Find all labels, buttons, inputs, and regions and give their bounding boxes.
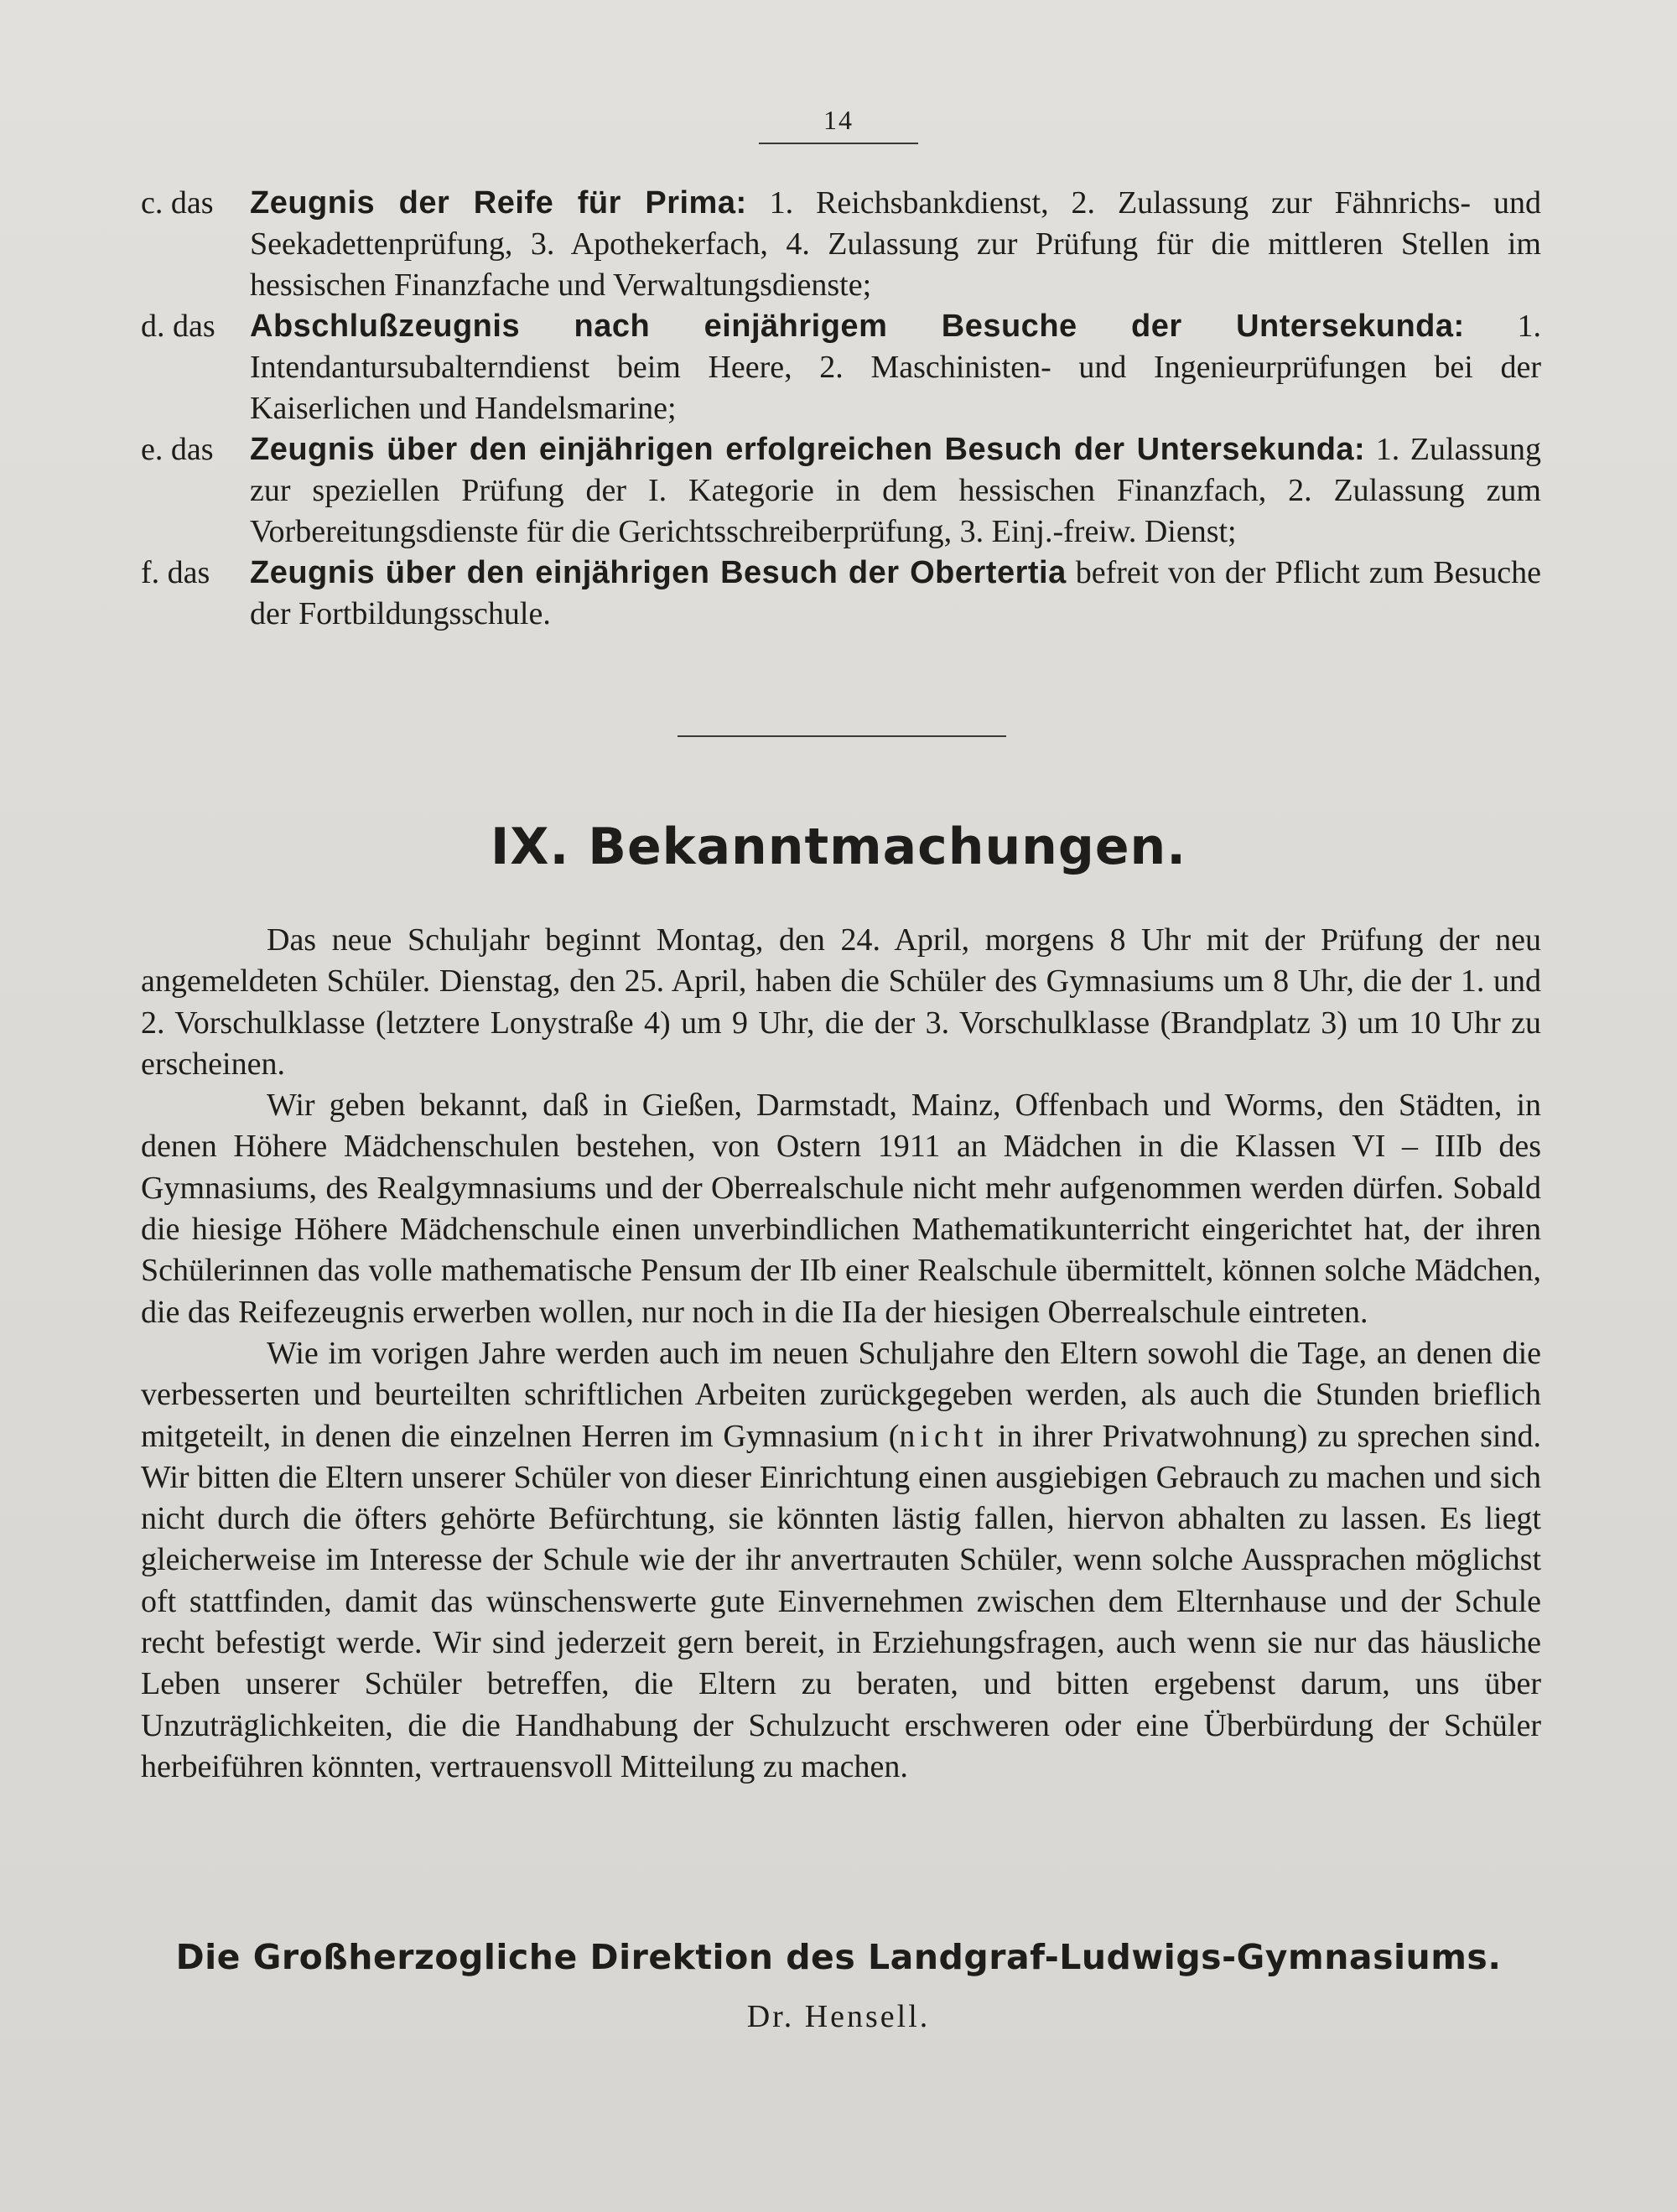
paragraph-school-start: Das neue Schuljahr beginnt Montag, den 24. April, morgens 8 Uhr mit der Prüfung der neu angemeldeten Schüler. Dienstag, den 25. April, haben die Schüler des Gymnasiums um 8 Uhr, die der 1. und 2. Vorschulklasse (letztere Lonystraße 4) um 9 Uhr, die der 3. Vorschulklasse (Brandplatz 3) um 10 Uhr zu erscheinen. — [141, 922, 1541, 1082]
paragraph-text: Wie im vorigen Jahre werden auch im neuen Schuljahre den Eltern sowohl die Tage, an denen die verbesserten und beurteilten schriftlichen Arbeiten zurückgegeben werden, als auch die Stunden brieflich mitgeteilt, in denen die einzelnen Herren im Gymnasium ( — [141, 1335, 1541, 1454]
section-divider — [678, 735, 1006, 737]
list-item-text: 1. Zulassung zur speziellen Prüfung der I. Kategorie in dem hessischen Finanzfach, 2. Zulassung zum Vorbereitungsdienste für die Gerichtsschreiberprüfung, 3. Einj.-freiw. Dienst; — [250, 432, 1542, 549]
list-item — [141, 553, 1541, 635]
section-heading: IX. Bekanntmachungen. — [490, 818, 1187, 876]
list-item-marker: d. das — [141, 309, 215, 344]
list-item — [141, 306, 1541, 429]
list-item-title: Zeugnis über den einjährigen erfolgreichen Besuch der Untersekunda: — [250, 432, 1366, 467]
list-item-text: befreit von der Pflicht zum Besuche der Fortbildungsschule. — [250, 555, 1541, 631]
list-item-marker: c. das — [141, 185, 214, 221]
list-item-marker: f. das — [141, 555, 210, 590]
paragraph-parent-contact — [141, 1333, 1541, 1788]
emphasized-word: nicht — [899, 1418, 989, 1454]
list-item-marker: e. das — [141, 432, 214, 467]
signature-name: Dr. Hensell. — [746, 1999, 931, 2034]
list-item — [141, 183, 1541, 306]
list-item-text: 1. Intendantursubalterndienst beim Heere, 2. Maschinisten- und Ingenieurprüfungen bei der Kaiserlichen und Handelsmarine; — [250, 309, 1541, 426]
page-number: 14 — [823, 105, 854, 135]
paragraph-girls-admission: Wir geben bekannt, daß in Gießen, Darmstadt, Mainz, Offenbach und Worms, den Städten, in denen Höhere Mädchenschulen bestehen, von Ostern 1911 an Mädchen in die Klassen VI – IIIb des Gymnasiums, des Realgymnasiums und der Oberrealschule nicht mehr aufgenommen werden dürfen. Sobald die hiesige Höhere Mädchenschule einen unverbindlichen Mathematikunterricht eingerichtet hat, der ihren Schülerinnen das volle mathematische Pensum der IIb einer Realschule übermittelt, können solche Mädchen, die das Reifezeugnis erwerben wollen, nur noch in die IIa der hiesigen Oberrealschule eintreten. — [141, 1088, 1541, 1330]
list-item — [141, 429, 1541, 553]
header-rule — [759, 143, 918, 144]
announcements-body — [141, 920, 1541, 1788]
list-item-text: 1. Reichsbankdienst, 2. Zulassung zur Fähnrichs- und Seekadettenprüfung, 3. Apothekerfach, 4. Zulassung zur Prüfung für die mittleren Stellen im hessischen Finanzfache und Verwaltungsdienste; — [250, 185, 1542, 303]
list-item-title: Abschlußzeugnis nach einjährigem Besuche der Untersekunda: — [250, 309, 1465, 344]
signature-line: Die Großherzogliche Direktion des Landgraf-Ludwigs-Gymnasiums. — [175, 1937, 1502, 1977]
list-item-title: Zeugnis der Reife für Prima: — [250, 185, 747, 221]
qualification-list — [141, 183, 1541, 635]
paragraph-text: in ihrer Privatwohnung) zu sprechen sind. Wir bitten die Eltern unserer Schüler von dieser Einrichtung einen ausgiebigen Gebrauch zu machen und sich nicht durch die öfters gehörte Befürchtung, sie könnten lästig fallen, hiervon abhalten zu lassen. Es liegt gleicherweise im Interesse der Schule wie der ihr anvertrauten Schüler, wenn solche Aussprachen möglichst oft stattfinden, damit das wünschenswerte gute Einvernehmen zwischen dem Elternhause und der Schule recht befestigt werde. Wir sind jederzeit gern bereit, in Erziehungsfragen, auch wenn sie nur das häusliche Leben unserer Schüler betreffen, die Eltern zu beraten, und bitten ergebenst darum, uns über Unzuträglichkeiten, die die Handhabung der Schulzucht erschweren oder eine Überbürdung der Schüler herbeiführen könnten, vertrauensvoll Mitteilung zu machen. — [141, 1418, 1541, 1784]
list-item-title: Zeugnis über den einjährigen Besuch der Obertertia — [250, 555, 1067, 590]
